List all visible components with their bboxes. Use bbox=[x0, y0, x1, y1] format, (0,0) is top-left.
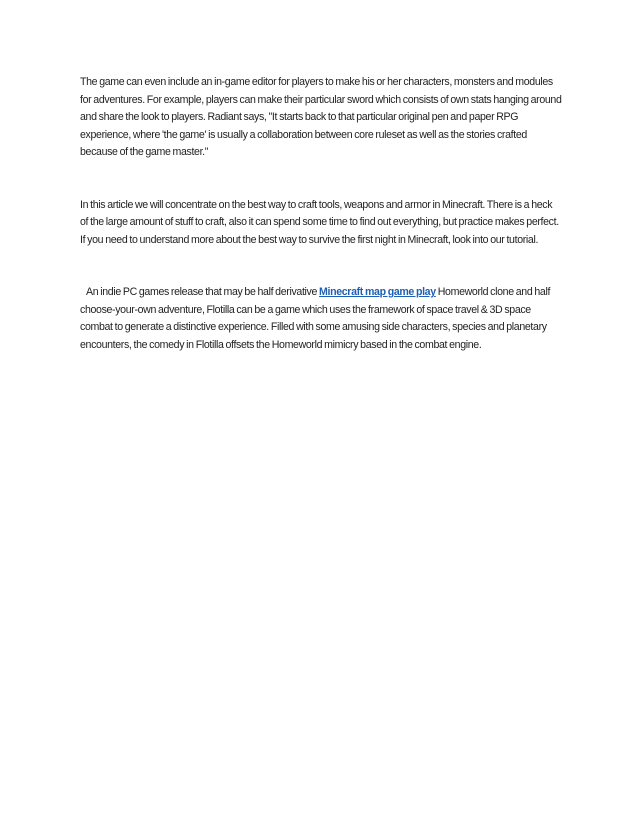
minecraft-map-game-play-link[interactable]: Minecraft map game play bbox=[319, 286, 436, 298]
document-body bbox=[80, 74, 562, 354]
paragraph-flotilla-intro: An indie PC games release that may be half derivative bbox=[86, 286, 320, 298]
paragraph-flotilla bbox=[80, 284, 562, 354]
paragraph-crafting-tools: In this article we will concentrate on the best way to craft tools, weapons and armor in Minecraft. There is a heck of the large amount of stuff to craft, also it can spend some time to find out everything, but practice makes perfect. If you need to understand more about the best way to survive the first night in Minecraft, look into our tutorial. bbox=[80, 198, 559, 246]
paragraph-flotilla-rest: Homeworld clone and half choose-your-own adventure, Flotilla can be a game which uses the framework of space travel & 3D space combat to generate a distinctive experience. Filled with some amusing side characters, species and planetary encounters, the comedy in Flotilla offsets the Homeworld mimicry based in the combat engine. bbox=[80, 286, 551, 351]
paragraph-in-game-editor: The game can even include an in-game editor for players to make his or her characters, monsters and modules for adventures. For example, players can make their particular sword which consists of own stats hanging around and share the look to players. Radiant says, "It starts back to that particular original pen and paper RPG experience, where 'the game' is usually a collaboration between core ruleset as well as the stories crafted because of the game master." bbox=[80, 76, 562, 158]
